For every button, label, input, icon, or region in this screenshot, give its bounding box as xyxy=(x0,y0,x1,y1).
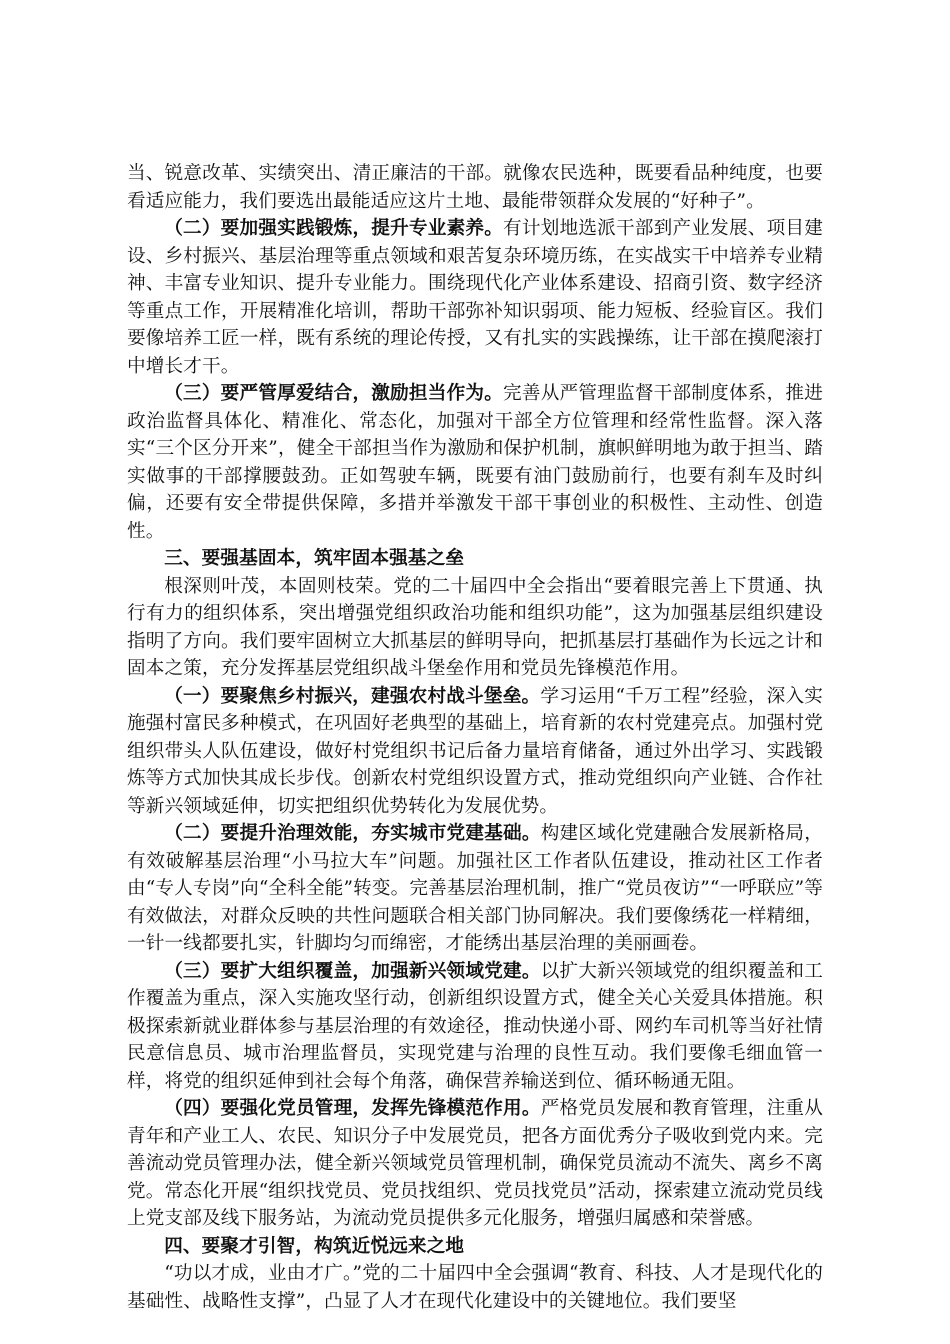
paragraph-lead: （一）要聚焦乡村振兴，建强农村战斗堡垒。 xyxy=(164,685,541,707)
paragraph-lead: （三）要扩大组织覆盖，加强新兴领域党建。 xyxy=(164,960,541,982)
paragraph-5 xyxy=(127,683,823,821)
paragraph-text: 有计划地选派干部到产业发展、项目建设、乡村振兴、基层治理等重点领域和艰苦复杂环境历练，在实战实干中培养专业精神、丰富专业知识、提升专业能力。围绕现代化产业体系建设、招商引资、数字经济等重点工作，开展精准化培训，帮助干部弥补知识弱项、能力短板、经验盲区。我们要像培养工匠一样，既有系统的理论传授，又有扎实的实践操练，让干部在摸爬滚打中增长才干。 xyxy=(127,218,823,377)
paragraph-4 xyxy=(127,573,823,683)
paragraph-text: 学习运用“千万工程”经验，深入实施强村富民多种模式，在巩固好老典型的基础上，培育新的农村党建亮点。加强村党组织带头人队伍建设，做好村党组织书记后备力量培育储备，通过外出学习、实践锻炼等方式加快其成长步伐。创新农村党组织设置方式，推动党组织向产业链、合作社等新兴领域延伸，切实把组织优势转化为发展优势。 xyxy=(127,685,823,817)
paragraph-2 xyxy=(127,215,823,380)
paragraph-3 xyxy=(127,380,823,545)
paragraph-text: 完善从严管理监督干部制度体系，推进政治监督具体化、精准化、常态化，加强对干部全方位管理和经常性监督。深入落实“三个区分开来”，健全干部担当作为激励和保护机制，旗帜鲜明地为敢于担当、踏实做事的干部撑腰鼓劲。正如驾驶车辆，既要有油门鼓励前行，也要有刹车及时纠偏，还要有安全带提供保障，多措并举激发干部干事创业的积极性、主动性、创造性。 xyxy=(127,383,823,542)
paragraph-lead: （四）要强化党员管理，发挥先锋模范作用。 xyxy=(164,1098,541,1119)
paragraph-lead: （二）要加强实践锻炼，提升专业素养。 xyxy=(164,218,504,239)
section-heading-4: 四、要聚才引智，构筑近悦远来之地 xyxy=(164,1235,465,1257)
paragraph-lead: （二）要提升治理效能，夯实城市党建基础。 xyxy=(164,823,541,844)
paragraph-text: 以扩大新兴领域党的组织覆盖和工作覆盖为重点，深入实施攻坚行动，创新组织设置方式，健全关心关爱具体措施。积极探索新就业群体参与基层治理的有效途径，推动快递小哥、网约车司机等当好社情民意信息员、城市治理监督员，实现党建与治理的良性互动。我们要像毛细血管一样，将党的组织延伸到社会每个角落，确保营养输送到位、循环畅通无阻。 xyxy=(127,960,823,1092)
paragraph-text: “功以才成，业由才广。”党的二十届四中全会强调“教育、科技、人才是现代化的基础性、战略性支撑”，凸显了人才在现代化建设中的关键地位。我们要坚 xyxy=(127,1263,823,1312)
paragraph-text: 根深则叶茂，本固则枝荣。党的二十届四中全会指出“要着眼完善上下贯通、执行有力的组织体系，突出增强党组织政治功能和组织功能”，这为加强基层组织建设指明了方向。我们要牢固树立大抓基层的鲜明导向，把抓基层打基础作为长远之计和固本之策，充分发挥基层党组织战斗堡垒作用和党员先锋模范作用。 xyxy=(127,575,823,679)
paragraph-7 xyxy=(127,958,823,1096)
paragraph-text: 严格党员发展和教育管理，注重从青年和产业工人、农民、知识分子中发展党员，把各方面优秀分子吸收到党内来。完善流动党员管理办法，健全新兴领域党员管理机制，确保党员流动不流失、离乡不离党。常态化开展“组织找党员、党员找组织、党员找党员”活动，探索建立流动党员线上党支部及线下服务站，为流动党员提供多元化服务，增强归属感和荣誉感。 xyxy=(127,1098,823,1229)
section-heading-3: 三、要强基固本，筑牢固本强基之垒 xyxy=(164,548,465,569)
paragraph-8 xyxy=(127,1095,823,1233)
paragraph-lead: （三）要严管厚爱结合，激励担当作为。 xyxy=(164,383,504,404)
paragraph-1 xyxy=(127,160,823,215)
paragraph-text: 当、锐意改革、实绩突出、清正廉洁的干部。就像农民选种，既要看品种纯度，也要看适应能力，我们要选出最能适应这片土地、最能带领群众发展的“好种子”。 xyxy=(127,163,823,212)
paragraph-6 xyxy=(127,820,823,958)
document-body xyxy=(127,160,823,1315)
paragraph-9 xyxy=(127,1260,823,1315)
paragraph-text: 构建区域化党建融合发展新格局，有效破解基层治理“小马拉大车”问题。加强社区工作者队伍建设，推动社区工作者由“专人专岗”向“全科全能”转变。完善基层治理机制，推广“党员夜访”“一呼联应”等有效做法，对群众反映的共性问题联合相关部门协同解决。我们要像绣花一样精细，一针一线都要扎实，针脚均匀而绵密，才能绣出基层治理的美丽画卷。 xyxy=(127,823,823,954)
